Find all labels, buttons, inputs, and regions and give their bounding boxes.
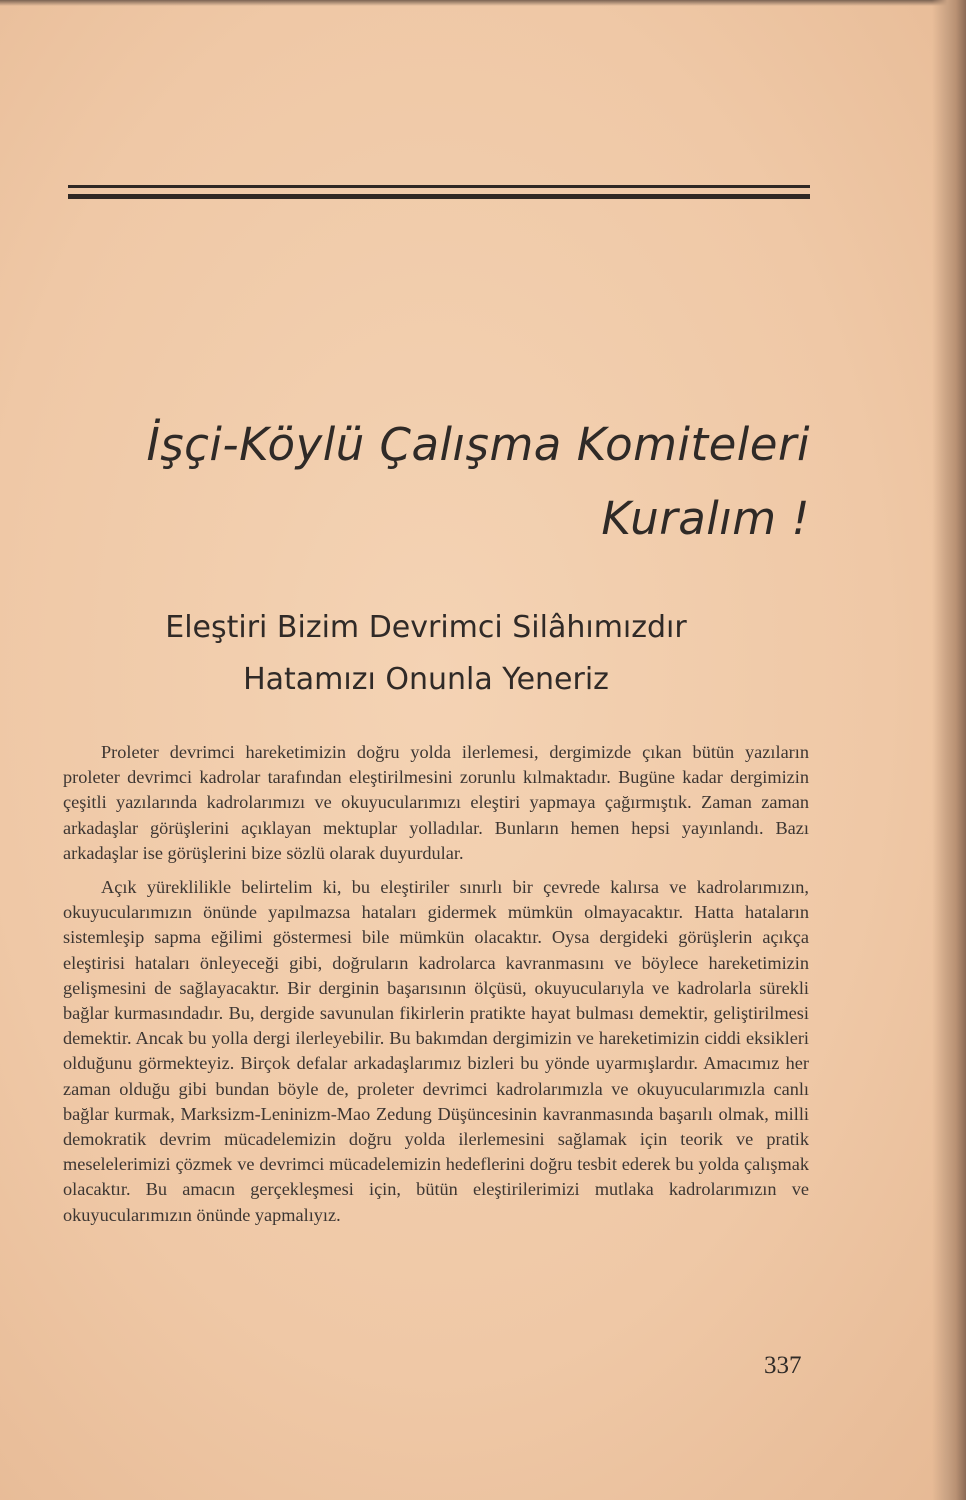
page-number: 337	[764, 1352, 802, 1379]
body-paragraph-2: Açık yüreklilikle belirtelim ki, bu eleştiriler sınırlı bir çevrede kalırsa ve kadrolarımızın, okuyucularımızın önünde yapılmazsa hataları gidermek mümkün olmayacaktır. Hatta hataların sistemleşip sapma eğilimi göstermesi bile mümkün olacaktır. Oysa dergideki görüşlerin açıkça eleştirisi hataları önleyeceği gibi, doğruların kadrolarca kavranmasını ve böylece hareketimizin gelişmesini de sağlayacaktır. Bir derginin başarısının ölçüsü, okuyucularıyla ve kadrolarla sürekli bağlar kurmasındadır. Bu, dergide savunulan fikirlerin pratikte hayat bulması demektir, geliştirilmesi demektir. Ancak bu yolla dergi ilerleyebilir. Bu bakımdan dergimizin ve hareketimizin ciddi eksikleri olduğunu görmekteyiz. Birçok defalar arkadaşlarımız bizleri bu yönde uyarmışlardır. Amacımız her zaman olduğu gibi bundan böyle de, proleter devrimci kadrolarımızla ve okuyucularımızla canlı bağlar kurmak, Marksizm-Leninizm-Mao Zedung Düşüncesinin kavranmasında başarılı olmak, milli demokratik devrim mücadelemizin doğru yolda ilerlemesini sağlamak için teorik ve pratik meselelerimizi çözmek ve devrimci mücadelemizin hedeflerini doğru tesbit ederek bu yolda çalışmak olacaktır. Bu amacın gerçekleşmesi için, bütün eleştirilerimizi mutlaka kadrolarımızın ve okuyucularımızın önünde yapmalıyız.	[63, 877, 809, 1225]
article-title-line-2: Kuralım !	[601, 492, 810, 545]
header-rule-thin	[68, 185, 810, 188]
article-subtitle-line-1: Eleştiri Bizim Devrimci Silâhımızdır	[165, 610, 687, 645]
article-title-line-1: İşçi-Köylü Çalışma Komiteleri	[146, 418, 810, 471]
article-subtitle-line-2: Hatamızı Onunla Yeneriz	[243, 662, 609, 697]
header-rule-thick	[68, 194, 810, 199]
article-body	[63, 740, 809, 1228]
body-paragraph-1: Proleter devrimci hareketimizin doğru yolda ilerlemesi, dergimizde çıkan bütün yazıların proleter devrimci kadrolar tarafından eleştirilmesini zorunlu kılmaktadır. Bugüne kadar dergimizin çeşitli yazılarında kadrolarımızı ve okuyucularımızı eleştiri yapmaya çağırmıştık. Zaman zaman arkadaşlar görüşlerini açıklayan mektuplar yolladılar. Bunların hemen hepsi yayınlandı. Bazı arkadaşlar ise görüşlerini bize sözlü olarak duyurdular.	[63, 742, 809, 863]
top-edge-shadow	[0, 0, 966, 6]
page-right-edge	[932, 0, 966, 1500]
